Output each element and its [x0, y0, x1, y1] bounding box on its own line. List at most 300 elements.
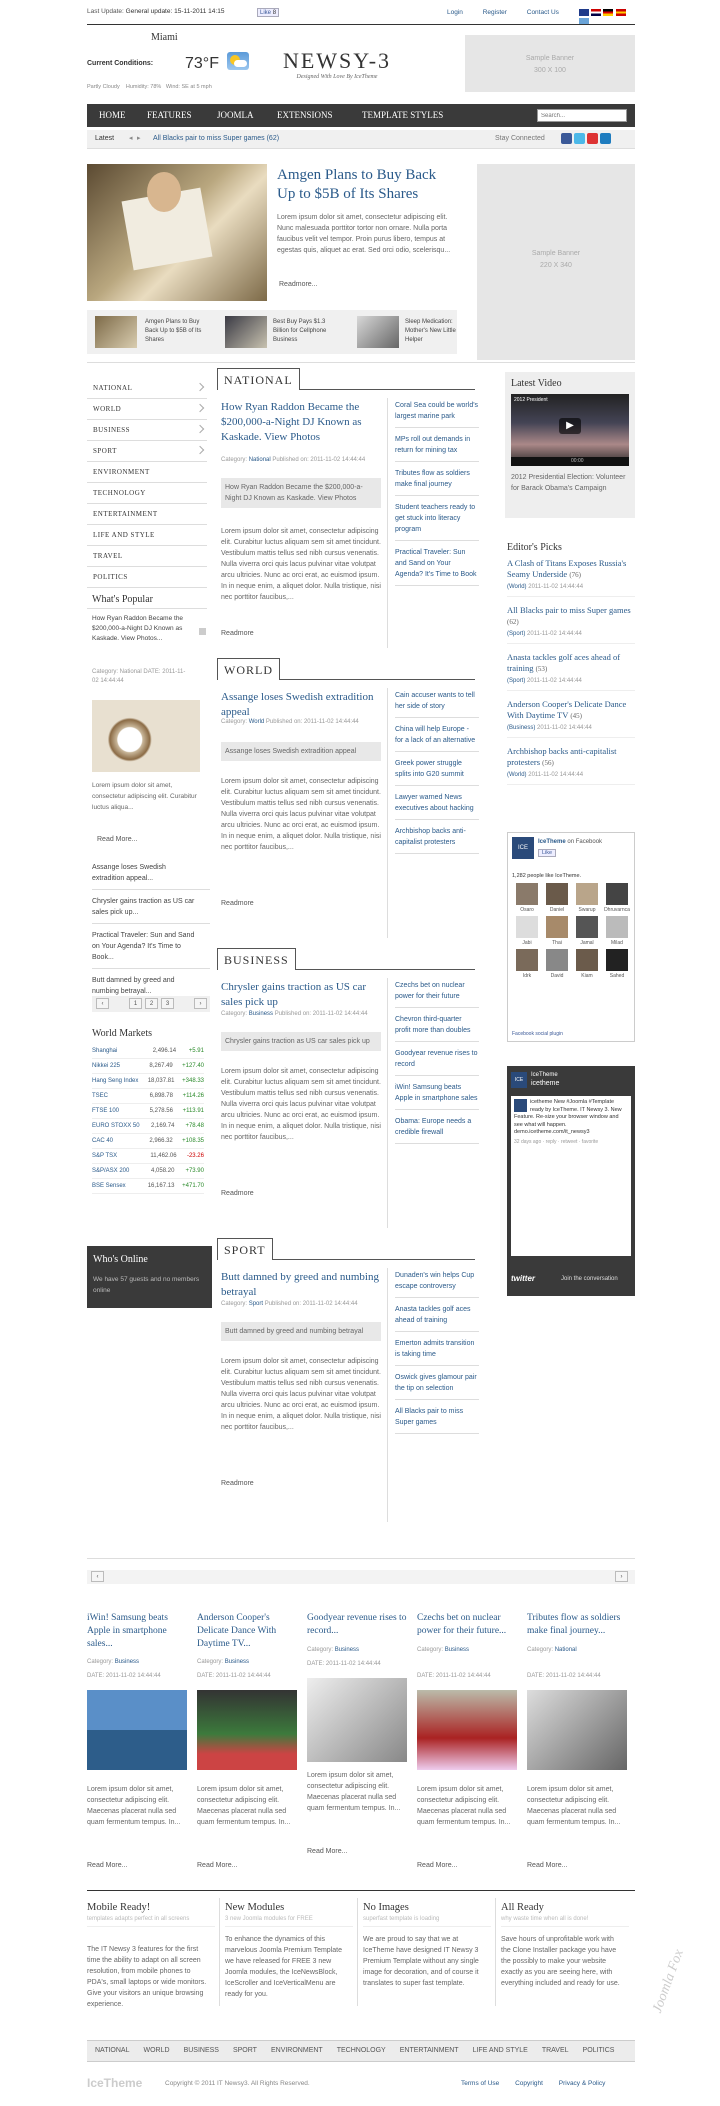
market-name[interactable]: S&P TSX — [92, 1153, 118, 1159]
uk-flag-icon[interactable] — [579, 9, 589, 16]
fb-fan[interactable] — [542, 916, 572, 946]
contact-link[interactable]: Contact Us — [526, 9, 559, 16]
fb-fan-name: Thai — [552, 940, 562, 946]
fb-plugin[interactable]: Facebook social plugin — [512, 1031, 563, 1037]
section-link[interactable]: Goodyear revenue rises to record — [395, 1048, 479, 1076]
carousel-readmore[interactable]: Read More... — [527, 1862, 568, 1869]
carousel-title[interactable]: iWin! Samsung beats Apple in smartphone sales... — [87, 1613, 168, 1649]
nav-joomla[interactable]: JOOMLA — [217, 110, 254, 120]
market-value: 2,169.74 — [151, 1123, 175, 1129]
play-icon[interactable]: ▶ — [559, 418, 581, 434]
avatar — [576, 949, 598, 971]
twitter-logo[interactable]: twitter — [511, 1274, 535, 1283]
market-name[interactable]: EURO STOXX 50 — [92, 1123, 140, 1129]
ticker-headline[interactable]: All Blacks pair to miss Super games (62) — [153, 135, 280, 142]
leftnav-environment[interactable]: ENVIRONMENT — [87, 462, 207, 483]
popular-body: Lorem ipsum dolor sit amet, consectetur adipiscing elit. Curabitur luctus aliqua... — [92, 782, 197, 811]
weather-temp: 73°F — [185, 55, 219, 72]
carousel-photo[interactable] — [307, 1678, 407, 1762]
nav-template-styles[interactable]: TEMPLATE STYLES — [362, 110, 444, 120]
fb-like-button[interactable]: Like 8 — [257, 8, 279, 17]
carousel-readmore[interactable]: Read More... — [197, 1862, 238, 1869]
section-meta: Category: Sport Published on: 2011-11-02 14:44:44 — [221, 1301, 358, 1307]
fb-fan-name: Sahed — [609, 973, 625, 979]
tweet-time[interactable]: 32 days ago · reply · retweet · favorite — [514, 1138, 599, 1145]
market-value: 16,167.13 — [147, 1183, 175, 1189]
section-link[interactable]: Coral Sea could be world's largest marine park — [395, 400, 479, 428]
weather-city: Miami — [151, 32, 178, 43]
market-change: +5.91 — [188, 1048, 204, 1054]
section-summary-box: Assange loses Swedish extradition appeal — [221, 742, 381, 761]
linkedin-icon[interactable] — [600, 133, 611, 144]
editor-pick — [507, 558, 635, 597]
market-change: +348.33 — [182, 1078, 204, 1084]
avatar — [576, 883, 598, 905]
section-title[interactable]: NATIONAL — [217, 368, 300, 390]
footer-nav-item[interactable]: TRAVEL — [541, 2047, 569, 2054]
de-flag-icon[interactable] — [603, 9, 613, 16]
market-value: 11,462.06 — [150, 1153, 177, 1159]
nav-home[interactable]: HOME — [99, 110, 126, 120]
section-readmore[interactable]: Readmore — [221, 1480, 254, 1487]
section-meta: Category: National Published on: 2011-11-02 14:44:44 — [221, 457, 366, 463]
lead-photo[interactable] — [87, 164, 267, 301]
section-divider — [387, 688, 388, 938]
fb-fan[interactable] — [572, 883, 602, 913]
carousel-photo[interactable] — [87, 1690, 187, 1770]
stay-connected: Stay Connected — [495, 135, 545, 142]
section-link[interactable]: Student teachers ready to get stuck into literacy program — [395, 502, 479, 541]
twitter-join[interactable]: Join the conversation — [561, 1276, 618, 1282]
fb-fan-name: Dhruvarnca — [604, 907, 630, 913]
section-lead-title[interactable]: How Ryan Raddon Became the $200,000-a-Night DJ Known as Kaskade. View Photos — [221, 401, 362, 443]
editor-pick-title[interactable]: All Blacks pair to miss Super games — [507, 605, 631, 615]
fb-like-button[interactable]: Like — [538, 849, 556, 857]
weather-label: Current Conditions: — [87, 60, 154, 67]
page-3[interactable]: 3 — [161, 998, 174, 1009]
market-row — [92, 1074, 204, 1089]
section-link[interactable]: China will help Europe - for a lack of an alternative — [395, 724, 479, 752]
avatar — [576, 916, 598, 938]
popular-meta: Category: National DATE: 2011-11-02 14:44:44 — [92, 669, 186, 684]
market-change: +78.48 — [185, 1123, 204, 1129]
editor-pick-title[interactable]: Anderson Cooper's Delicate Dance With Daytime TV — [507, 699, 627, 720]
section-title[interactable]: SPORT — [217, 1238, 273, 1260]
feature-title: New Modules — [225, 1902, 285, 1913]
market-change: -23.26 — [186, 1153, 204, 1159]
editor-pick-count: (45) — [570, 712, 582, 720]
login-link[interactable]: Login — [447, 9, 463, 16]
carousel-body: Lorem ipsum dolor sit amet, consectetur adipiscing elit. Maecenas placerat nulla sed quam fermentum tempus. In... — [87, 1786, 181, 1826]
popular-item[interactable]: Butt damned by greed and numbing betrayal... — [92, 975, 210, 1003]
feature-divider — [357, 1898, 358, 2006]
section-links — [395, 1270, 479, 1440]
editor-pick-title[interactable]: Archbishop backs anti-capitalist protesters — [507, 746, 617, 767]
video-caption[interactable]: 2012 Presidential Election: Volunteer for Barack Obama's Campaign — [511, 474, 626, 492]
editor-pick-category[interactable]: (Business) — [507, 725, 536, 731]
tweet-text: icetheme New #Joomla #Template ready by IceTheme. IT Newsy 3. New Feature. Re-size your browser window and see what will happen. demo.icetheme.com/it_newsy3 — [514, 1099, 622, 1135]
leftnav-politics[interactable]: POLITICS — [87, 567, 207, 588]
fb-fan-name: Milad — [611, 940, 623, 946]
twitter-icon[interactable] — [574, 133, 585, 144]
popular-item[interactable]: Practical Traveler: Sun and Sand on Your Agenda? It's Time to Book... — [92, 930, 210, 969]
expand-icon[interactable] — [199, 628, 206, 635]
market-name[interactable]: Hang Seng Index — [92, 1078, 139, 1084]
last-update: Last Update: General update: 15-11-2011 14:15 — [87, 8, 225, 15]
section-summary-box: How Ryan Raddon Became the $200,000-a-Night DJ Known as Kaskade. View Photos — [221, 478, 381, 508]
top-links — [447, 9, 559, 16]
market-value: 4,058.20 — [151, 1168, 175, 1174]
next-page-icon[interactable]: › — [194, 998, 207, 1009]
footer-nav-item[interactable]: POLITICS — [582, 2047, 615, 2054]
carousel-title[interactable]: Goodyear revenue rises to record... — [307, 1613, 407, 1636]
section-link[interactable]: Czechs bet on nuclear power for their future — [395, 980, 479, 1008]
market-value: 5,278.56 — [149, 1108, 173, 1114]
section-lead-title[interactable]: Butt damned by greed and numbing betrayal — [221, 1271, 379, 1298]
editor-pick-category[interactable]: (World) — [507, 772, 527, 778]
editor-pick — [507, 605, 635, 644]
copyright-link[interactable]: Copyright — [515, 2080, 543, 2087]
icetheme-logo: ICE — [511, 1072, 527, 1088]
carousel-date: DATE: 2011-11-02 14:44:44 — [307, 1661, 381, 1667]
feature-subtitle: why waste time when all is done! — [501, 1916, 629, 1927]
thumb-1-photo[interactable] — [95, 316, 137, 348]
footer-nav-item[interactable]: BUSINESS — [183, 2047, 219, 2054]
section-link[interactable]: Emerton admits transition is taking time — [395, 1338, 479, 1366]
carousel-category[interactable]: Business — [224, 1659, 250, 1665]
carousel-title[interactable]: Anderson Cooper's Delicate Dance With Daytime TV... — [197, 1613, 277, 1649]
section-link[interactable]: iWin! Samsung beats Apple in smartphone sales — [395, 1082, 479, 1110]
market-name[interactable]: Nikkei 225 — [92, 1063, 121, 1069]
feature-body: Save hours of unprofitable work with the Clone Installer package you have the possibly to make your website exactly as you are seeing here, with everything included and ready for use. — [501, 1936, 620, 1987]
flag-icon[interactable] — [591, 9, 601, 16]
youtube-icon[interactable] — [587, 133, 598, 144]
feature-subtitle: 3 new Joomla modules for FREE — [225, 1916, 353, 1927]
online-text: We have 57 guests and no members online — [93, 1276, 200, 1294]
fb-fan-name: Swarup — [578, 907, 596, 913]
section-link[interactable]: Obama: Europe needs a credible firewall — [395, 1116, 479, 1144]
market-name[interactable]: BSE Sensex — [92, 1183, 126, 1189]
market-change: +127.40 — [182, 1063, 204, 1069]
feature-title: No Images — [363, 1902, 409, 1913]
privacy-link[interactable]: Privacy & Policy — [558, 2080, 606, 2087]
carousel-prev-icon[interactable]: ‹ — [91, 1571, 104, 1582]
footer-brand: IceTheme — [87, 2076, 143, 2090]
top-banner[interactable]: Sample Banner 300 X 100 — [465, 35, 635, 92]
leftnav-sport[interactable]: SPORT — [87, 441, 207, 462]
carousel-category[interactable]: Business — [444, 1647, 470, 1653]
left-category-nav — [87, 378, 207, 588]
search-input[interactable] — [537, 109, 627, 122]
section-title[interactable]: WORLD — [217, 658, 280, 680]
whos-online — [87, 1246, 212, 1308]
popular-pagination — [92, 996, 210, 1012]
section-link[interactable]: Oswick gives glamour pair the tip on selection — [395, 1372, 479, 1400]
footer-copyright: Copyright © 2011 IT Newsy3. All Rights Reserved. — [165, 2080, 310, 2087]
section-readmore[interactable]: Readmore — [221, 630, 254, 637]
section-body: Lorem ipsum dolor sit amet, consectetur adipiscing elit. Curabitur luctus aliquam sem sit amet tincidunt. Vestibulum mattis tellus sed nibh cursus venenatis. Nulla viverra orci quis lacus pulvinar vitae volutpat arcu ultricies. Nunc ac orci erat, ac euismod ipsum. In in neque enim, a aliquet dolor. Nulla tristique, nisi nec porttitor faucibus,... — [221, 1068, 381, 1141]
weather-details: Partly Cloudy Humidity: 78% Wind: SE at 5 mph — [87, 84, 212, 90]
carousel-nav — [87, 1570, 635, 1584]
video-player[interactable]: 2012 President ▶ 00:00 — [511, 394, 629, 466]
leftnav-entertainment[interactable]: ENTERTAINMENT — [87, 504, 207, 525]
ticker-next-icon[interactable]: ▸ — [137, 135, 141, 142]
lead-readmore[interactable]: Readmore... — [279, 281, 318, 288]
section-link[interactable]: Dunaden's win helps Cup escape controversy — [395, 1270, 479, 1298]
carousel-body: Lorem ipsum dolor sit amet, consectetur adipiscing elit. Maecenas placerat nulla sed quam fermentum tempus. In... — [307, 1772, 401, 1812]
section-lead-title[interactable]: Chrysler gains traction as US car sales pick up — [221, 981, 367, 1008]
thumb-1-title[interactable]: Amgen Plans to Buy Back Up to $5B of Its Shares — [145, 319, 202, 343]
section-meta: Category: World Published on: 2011-11-02 14:44:44 — [221, 719, 359, 725]
main-nav — [87, 104, 635, 127]
popular-title: What's Popular — [92, 594, 153, 605]
markets-title: World Markets — [92, 1028, 153, 1039]
footer-nav-item[interactable]: WORLD — [143, 2047, 170, 2054]
thumb-2-photo[interactable] — [225, 316, 267, 348]
facebook-icon[interactable] — [561, 133, 572, 144]
video-title: Latest Video — [511, 378, 562, 389]
section-link[interactable]: All Blacks pair to miss Super games — [395, 1406, 479, 1434]
carousel-readmore[interactable]: Read More... — [87, 1862, 128, 1869]
editors-list — [507, 558, 635, 793]
market-name[interactable]: TSEC — [92, 1093, 109, 1099]
market-row — [92, 1059, 204, 1074]
fb-fan[interactable] — [602, 916, 632, 946]
section-readmore[interactable]: Readmore — [221, 1190, 254, 1197]
market-change: +471.70 — [182, 1183, 204, 1189]
avatar — [606, 883, 628, 905]
footer-nav-item[interactable]: ENTERTAINMENT — [399, 2047, 459, 2054]
market-change: +114.26 — [182, 1093, 204, 1099]
page-2[interactable]: 2 — [145, 998, 158, 1009]
section-links — [395, 980, 479, 1150]
fb-fan[interactable] — [602, 949, 632, 979]
section-divider — [387, 398, 388, 648]
nav-features[interactable]: FEATURES — [147, 110, 192, 120]
carousel-readmore[interactable]: Read More... — [307, 1848, 348, 1855]
section-link[interactable]: Greek power struggle splits into G20 summit — [395, 758, 479, 786]
fb-fan-name: David — [550, 973, 564, 979]
market-change: +73.90 — [185, 1168, 204, 1174]
leftnav-world[interactable]: WORLD — [87, 399, 207, 420]
carousel-photo[interactable] — [197, 1690, 297, 1770]
carousel-date: DATE: 2011-11-02 14:44:44 — [87, 1673, 161, 1679]
section-header — [217, 1238, 475, 1260]
fb-fan-name: Idrk — [522, 973, 532, 979]
editor-pick-category[interactable]: (Sport) — [507, 678, 526, 684]
footer-nav-item[interactable]: LIFE AND STYLE — [472, 2047, 528, 2054]
avatar — [606, 916, 628, 938]
footer-nav-item[interactable]: NATIONAL — [95, 2047, 130, 2054]
section-link[interactable]: Cain accuser wants to tell her side of story — [395, 690, 479, 718]
fb-fan[interactable] — [572, 916, 602, 946]
carousel-meta: Category: Business — [307, 1647, 360, 1653]
popular-item[interactable]: Assange loses Swedish extradition appeal... — [92, 862, 210, 890]
section-lead-title[interactable]: Assange loses Swedish extradition appeal — [221, 691, 374, 718]
carousel-photo[interactable] — [527, 1690, 627, 1770]
side-banner[interactable]: Sample Banner 220 X 340 — [477, 164, 635, 360]
popular-list — [92, 862, 210, 1009]
avatar — [516, 916, 538, 938]
carousel-meta: Category: Business — [197, 1659, 250, 1665]
editor-pick-title[interactable]: Anasta tackles golf aces ahead of training — [507, 652, 621, 673]
prev-page-icon[interactable]: ‹ — [96, 998, 109, 1009]
editor-pick-title[interactable]: A Clash of Titans Exposes Russia's Seamy Underside — [507, 558, 627, 579]
carousel-category[interactable]: Business — [334, 1647, 360, 1653]
site-tagline: Designed With Love By IceTheme — [296, 74, 378, 80]
es-flag-icon[interactable] — [616, 9, 626, 16]
carousel-date: DATE: 2011-11-02 14:44:44 — [417, 1673, 491, 1679]
fb-fan-name: Jabi — [522, 940, 532, 946]
editor-pick-category[interactable]: (Sport) — [507, 631, 526, 637]
fb-fan[interactable] — [572, 949, 602, 979]
fb-fan[interactable] — [512, 883, 542, 913]
editor-pick-date: 2011-11-02 14:44:44 — [537, 725, 592, 731]
carousel-meta: Category: Business — [87, 1659, 140, 1665]
carousel-title[interactable]: Czechs bet on nuclear power for their future... — [417, 1613, 507, 1636]
footer-nav-item[interactable]: TECHNOLOGY — [336, 2047, 386, 2054]
feature-subtitle: superfast template is loading — [363, 1916, 491, 1927]
section-link[interactable]: Anasta tackles golf aces ahead of training — [395, 1304, 479, 1332]
popular-item[interactable]: Chrysler gains traction as US car sales pick up... — [92, 896, 210, 924]
fb-fan[interactable] — [512, 916, 542, 946]
market-row — [92, 1149, 204, 1164]
avatar — [546, 883, 568, 905]
section-link[interactable]: Practical Traveler: Sun and Sand on Your Agenda? It's Time to Book — [395, 547, 479, 586]
avatar — [546, 949, 568, 971]
feature-title: All Ready — [501, 1902, 544, 1913]
fb-fan[interactable] — [512, 949, 542, 979]
market-row — [92, 1119, 204, 1134]
feature-body: We are proud to say that we at IceTheme have designed IT Newsy 3 Premium Template without any single image for decoration, and of course it translates to super fast template. — [363, 1936, 479, 1987]
section-link[interactable]: Archbishop backs anti-capitalist protesters — [395, 826, 479, 854]
market-value: 18,037.81 — [147, 1078, 175, 1084]
lead-thumbs — [87, 310, 457, 354]
editor-pick-count: (62) — [507, 618, 519, 626]
carousel-photo[interactable] — [417, 1690, 517, 1770]
register-link[interactable]: Register — [482, 9, 507, 16]
fb-fan-name: Jamal — [580, 940, 594, 946]
popular-photo[interactable] — [92, 700, 200, 772]
editor-pick-date: 2011-11-02 14:44:44 — [528, 584, 584, 590]
editors-title: Editor's Picks — [507, 542, 562, 553]
thumb-2-title[interactable]: Best Buy Pays $1.3 Billion for Cellphone Business — [273, 319, 327, 343]
market-row — [92, 1164, 204, 1179]
section-title[interactable]: BUSINESS — [217, 948, 296, 970]
popular-readmore[interactable]: Read More... — [97, 836, 138, 843]
section-link[interactable]: MPs roll out demands in return for mining tax — [395, 434, 479, 462]
section-link[interactable]: Lawyer warned News executives about hacking — [395, 792, 479, 820]
fb-fan-name: Osaro — [520, 907, 534, 913]
editor-pick-category[interactable]: (World) — [507, 584, 527, 590]
avatar — [546, 916, 568, 938]
tweet-avatar — [514, 1099, 527, 1112]
section-divider — [387, 978, 388, 1228]
footer-nav-item[interactable]: SPORT — [232, 2047, 257, 2054]
leftnav-business[interactable]: BUSINESS — [87, 420, 207, 441]
fb-fan[interactable] — [542, 883, 572, 913]
thumb-3-title[interactable]: Sleep Medication: Mother's New Little Helper — [405, 319, 456, 343]
leftnav-technology[interactable]: TECHNOLOGY — [87, 483, 207, 504]
leftnav-travel[interactable]: TRAVEL — [87, 546, 207, 567]
editor-pick-count: (56) — [542, 759, 554, 767]
feature-divider — [219, 1898, 220, 2006]
section-links — [395, 400, 479, 592]
editor-pick-count: (53) — [535, 665, 548, 673]
section-readmore[interactable]: Readmore — [221, 900, 254, 907]
thumb-3-photo[interactable] — [357, 316, 399, 348]
avatar — [606, 949, 628, 971]
section-header — [217, 658, 475, 680]
carousel-body: Lorem ipsum dolor sit amet, consectetur adipiscing elit. Maecenas placerat nulla sed quam fermentum tempus. In... — [197, 1786, 291, 1826]
latest-video — [505, 372, 635, 518]
fb-fan[interactable] — [542, 949, 572, 979]
footer-nav — [87, 2040, 635, 2062]
section-links — [395, 690, 479, 860]
market-row — [92, 1134, 204, 1149]
lead-title[interactable]: Amgen Plans to Buy Back Up to $5B of Its Shares — [277, 167, 437, 202]
site-logo[interactable]: NEWSY-3 — [282, 48, 392, 73]
carousel-category[interactable]: Business — [114, 1659, 140, 1665]
page-1[interactable]: 1 — [129, 998, 142, 1009]
market-value: 8,267.49 — [149, 1063, 173, 1069]
carousel-category[interactable]: National — [554, 1647, 577, 1653]
nav-extensions[interactable]: EXTENSIONS — [277, 110, 333, 120]
leftnav-national[interactable]: NATIONAL — [87, 378, 207, 399]
market-value: 2,496.14 — [152, 1048, 177, 1054]
video-controls[interactable]: 00:00 — [511, 457, 629, 466]
footer-nav-item[interactable]: ENVIRONMENT — [270, 2047, 323, 2054]
market-change: +113.91 — [182, 1108, 204, 1114]
section-summary-box: Butt damned by greed and numbing betrayal — [221, 1322, 381, 1341]
editor-pick-count: (76) — [569, 571, 581, 579]
carousel-readmore[interactable]: Read More... — [417, 1862, 458, 1869]
editor-pick-date: 2011-11-02 14:44:44 — [528, 772, 584, 778]
section-link[interactable]: Chevron third-quarter profit more than doubles — [395, 1014, 479, 1042]
editor-pick — [507, 652, 635, 691]
section-link[interactable]: Tributes flow as soldiers make final journey — [395, 468, 479, 496]
terms-link[interactable]: Terms of Use — [461, 2080, 500, 2087]
section-divider — [387, 1268, 388, 1522]
market-value: 6,898.78 — [149, 1093, 173, 1099]
leftnav-life-and-style[interactable]: LIFE AND STYLE — [87, 525, 207, 546]
social-icons — [559, 133, 611, 144]
market-name[interactable]: CAC 40 — [92, 1138, 114, 1144]
fb-fan[interactable] — [602, 883, 632, 913]
section-body: Lorem ipsum dolor sit amet, consectetur adipiscing elit. Curabitur luctus aliquam sem sit amet tincidunt. Vestibulum mattis tellus sed nibh cursus venenatis. Nulla viverra orci quis lacus pulvinar vitae volutpat arcu ultricies. Nunc ac orci erat, ac euismod ipsum. In in neque enim, a aliquet dolor. Nulla tristique, nisi nec porttitor faucibus,... — [221, 778, 381, 851]
carousel-title[interactable]: Tributes flow as soldiers make final journey... — [527, 1613, 621, 1636]
watermark-logo: Joomla Fox — [650, 1947, 687, 2016]
popular-first[interactable]: How Ryan Raddon Became the $200,000-a-Night DJ Known as Kaskade. View Photos... — [92, 615, 184, 642]
carousel-meta: Category: National — [527, 1647, 577, 1653]
carousel-meta: Category: Business — [417, 1647, 470, 1653]
section-header — [217, 948, 475, 970]
market-name[interactable]: S&P/ASX 200 — [92, 1168, 130, 1174]
carousel-next-icon[interactable]: › — [615, 1571, 628, 1582]
market-name[interactable]: FTSE 100 — [92, 1108, 120, 1114]
ticker-label: Latest — [95, 135, 115, 142]
market-change: +108.35 — [182, 1138, 204, 1144]
ticker-prev-icon[interactable]: ◂ — [129, 135, 133, 142]
market-row — [92, 1179, 204, 1194]
fb-faces — [512, 883, 632, 982]
fb-fan-name: Kiam — [581, 973, 593, 979]
editor-pick-date: 2011-11-02 14:44:44 — [527, 678, 582, 684]
market-row — [92, 1104, 204, 1119]
partly-cloudy-icon — [227, 52, 249, 70]
market-name[interactable]: Shanghai — [92, 1048, 118, 1054]
lead-body: Lorem ipsum dolor sit amet, consectetur adipiscing elit. Nunc malesuada porttitor tortor non ornare. Nulla porta faucibus velit vel tempor. Proin purus libero, tempus at egestas quis, aliquet ac erat. Sed orci odio, scelerisqu... — [277, 214, 451, 254]
